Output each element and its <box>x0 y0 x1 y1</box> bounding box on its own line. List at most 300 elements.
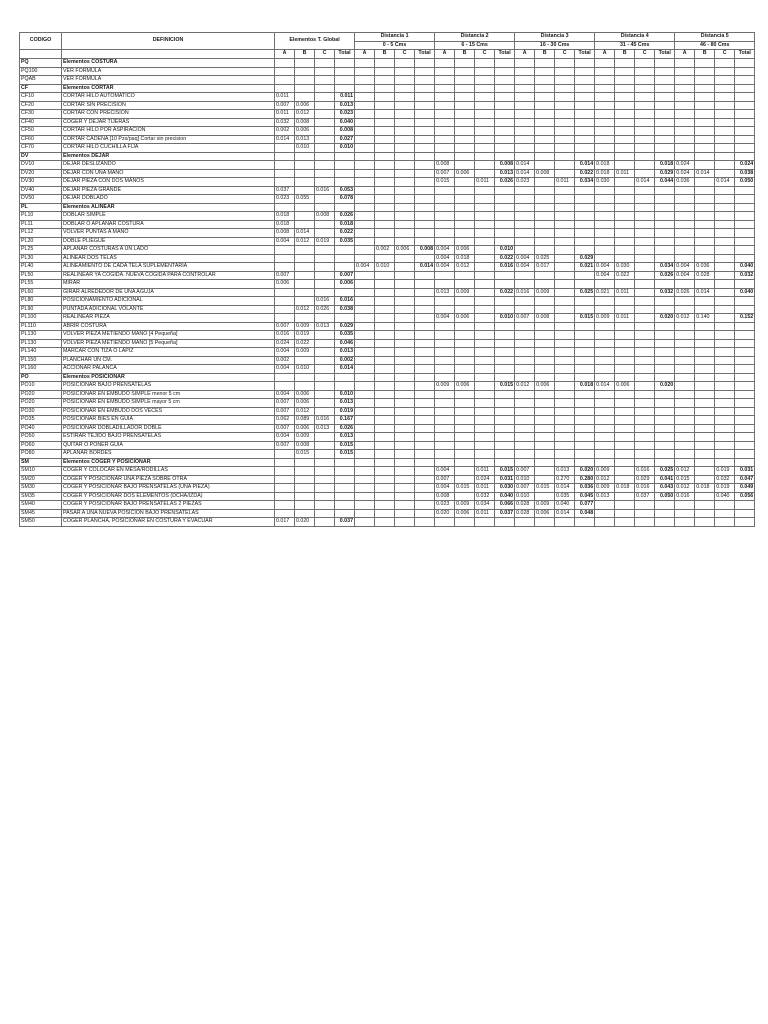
total-cell <box>735 152 755 161</box>
value-cell <box>595 110 615 119</box>
value-cell <box>435 458 455 467</box>
value-cell <box>275 59 295 68</box>
value-cell <box>555 76 575 85</box>
total-cell <box>415 169 435 178</box>
value-cell <box>595 212 615 221</box>
value-cell <box>515 297 535 306</box>
code-cell: SM10 <box>20 467 62 476</box>
value-cell: 0.004 <box>275 365 295 374</box>
total-cell <box>335 152 355 161</box>
total-cell <box>415 484 435 493</box>
value-cell <box>695 246 715 255</box>
value-cell <box>695 135 715 144</box>
definition-cell: COGER Y COLOCAR EN MESA/RODILLAS <box>62 467 275 476</box>
value-cell <box>395 212 415 221</box>
value-cell: 0.019 <box>715 484 735 493</box>
total-cell <box>335 161 355 170</box>
definition-cell: VER FORMULA <box>62 67 275 76</box>
total-cell <box>415 305 435 314</box>
value-cell <box>355 356 375 365</box>
total-cell: 0.027 <box>335 135 355 144</box>
value-cell <box>455 229 475 238</box>
value-cell <box>395 101 415 110</box>
value-cell <box>435 339 455 348</box>
total-cell: 0.040 <box>735 263 755 272</box>
value-cell: 0.040 <box>715 492 735 501</box>
value-cell: 0.012 <box>515 382 535 391</box>
value-cell <box>535 203 555 212</box>
total-cell <box>415 416 435 425</box>
value-cell <box>695 110 715 119</box>
value-cell <box>615 458 635 467</box>
value-cell <box>475 424 495 433</box>
total-cell <box>495 110 515 119</box>
value-cell <box>555 288 575 297</box>
total-cell <box>335 254 355 263</box>
value-cell <box>295 373 315 382</box>
value-cell <box>675 518 695 527</box>
definition-cell: DEJAR DOBLADO <box>62 195 275 204</box>
value-cell <box>355 314 375 323</box>
value-cell <box>555 441 575 450</box>
table-row <box>20 450 755 459</box>
value-cell <box>635 254 655 263</box>
value-cell <box>615 84 635 93</box>
value-cell <box>295 220 315 229</box>
value-cell <box>455 101 475 110</box>
definition-cell: DOBLAR SIMPLE <box>62 212 275 221</box>
value-cell: 0.012 <box>675 484 695 493</box>
value-cell <box>615 101 635 110</box>
total-cell <box>575 441 595 450</box>
value-cell <box>355 169 375 178</box>
definition-cell: MIRAR <box>62 280 275 289</box>
value-cell <box>515 348 535 357</box>
subcol-header-c: C <box>395 50 415 59</box>
total-cell <box>335 467 355 476</box>
value-cell <box>475 348 495 357</box>
definition-cell: APLANAR COSTURAS A UN LADO <box>62 246 275 255</box>
total-cell <box>495 450 515 459</box>
total-cell <box>575 127 595 136</box>
value-cell: 0.020 <box>435 509 455 518</box>
value-cell <box>695 458 715 467</box>
value-cell <box>315 382 335 391</box>
total-cell <box>575 518 595 527</box>
value-cell <box>315 441 335 450</box>
value-cell <box>615 356 635 365</box>
total-cell <box>495 518 515 527</box>
total-cell <box>655 59 675 68</box>
total-cell: 0.002 <box>335 356 355 365</box>
value-cell <box>355 93 375 102</box>
value-cell <box>355 118 375 127</box>
value-cell <box>475 356 495 365</box>
value-cell <box>375 382 395 391</box>
total-cell <box>575 93 595 102</box>
total-cell <box>335 263 355 272</box>
total-cell <box>575 356 595 365</box>
value-cell <box>615 305 635 314</box>
value-cell: 0.011 <box>275 93 295 102</box>
definition-cell: VOLVER PIEZA METIENDO MANO [5 Pequeña] <box>62 339 275 348</box>
table-row <box>20 161 755 170</box>
subcol-header-c: C <box>555 50 575 59</box>
value-cell <box>295 93 315 102</box>
value-cell <box>615 118 635 127</box>
value-cell <box>535 220 555 229</box>
value-cell <box>295 67 315 76</box>
value-cell <box>315 339 335 348</box>
value-cell <box>675 509 695 518</box>
value-cell <box>395 203 415 212</box>
value-cell <box>555 271 575 280</box>
value-cell: 0.015 <box>455 484 475 493</box>
value-cell <box>515 93 535 102</box>
value-cell <box>395 492 415 501</box>
value-cell <box>395 509 415 518</box>
value-cell <box>395 390 415 399</box>
value-cell: 0.014 <box>555 484 575 493</box>
subcol-header-b: B <box>695 50 715 59</box>
value-cell <box>375 229 395 238</box>
value-cell <box>715 382 735 391</box>
value-cell <box>355 178 375 187</box>
total-cell <box>575 118 595 127</box>
value-cell: 0.019 <box>715 467 735 476</box>
value-cell <box>715 127 735 136</box>
value-cell <box>315 76 335 85</box>
value-cell <box>615 127 635 136</box>
total-cell: 0.013 <box>335 399 355 408</box>
value-cell <box>695 118 715 127</box>
value-cell: 0.011 <box>615 169 635 178</box>
table-row <box>20 237 755 246</box>
table-row <box>20 501 755 510</box>
value-cell <box>435 118 455 127</box>
value-cell <box>435 212 455 221</box>
value-cell <box>375 186 395 195</box>
definition-cell: DOBLE PLIEGUE <box>62 237 275 246</box>
value-cell <box>435 203 455 212</box>
value-cell <box>355 237 375 246</box>
value-cell <box>295 509 315 518</box>
total-cell <box>655 356 675 365</box>
value-cell <box>635 458 655 467</box>
value-cell: 0.014 <box>595 382 615 391</box>
value-cell <box>275 458 295 467</box>
code-cell: PQ <box>20 59 62 68</box>
code-cell: SM40 <box>20 501 62 510</box>
value-cell <box>275 169 295 178</box>
table-row <box>20 280 755 289</box>
total-cell: 0.050 <box>655 492 675 501</box>
value-cell <box>355 433 375 442</box>
value-cell <box>395 433 415 442</box>
value-cell <box>615 331 635 340</box>
value-cell <box>615 348 635 357</box>
value-cell <box>635 424 655 433</box>
total-cell: 0.022 <box>495 254 515 263</box>
value-cell <box>615 203 635 212</box>
value-cell: 0.024 <box>475 475 495 484</box>
total-cell: 0.078 <box>335 195 355 204</box>
value-cell <box>715 458 735 467</box>
value-cell <box>475 365 495 374</box>
value-cell <box>375 458 395 467</box>
element-times-table <box>19 32 755 527</box>
value-cell <box>475 416 495 425</box>
value-cell: 0.008 <box>535 169 555 178</box>
value-cell <box>295 501 315 510</box>
value-cell <box>455 59 475 68</box>
value-cell <box>515 84 535 93</box>
subcol-header-total: Total <box>415 50 435 59</box>
value-cell <box>395 135 415 144</box>
total-cell <box>655 322 675 331</box>
subcol-header-a: A <box>595 50 615 59</box>
value-cell <box>515 305 535 314</box>
definition-cell: DOBLAR O APLANAR COSTURA <box>62 220 275 229</box>
value-cell <box>695 382 715 391</box>
definition-cell: POSICIONAR EN EMBUDO DOS VECES <box>62 407 275 416</box>
value-cell <box>715 59 735 68</box>
value-cell <box>295 382 315 391</box>
value-cell <box>375 365 395 374</box>
total-cell <box>335 501 355 510</box>
value-cell <box>315 246 335 255</box>
value-cell <box>695 356 715 365</box>
value-cell <box>615 144 635 153</box>
total-cell <box>575 229 595 238</box>
value-cell <box>555 356 575 365</box>
total-cell: 0.010 <box>335 144 355 153</box>
value-cell <box>675 331 695 340</box>
code-cell: PL50 <box>20 271 62 280</box>
value-cell <box>715 246 735 255</box>
value-cell <box>355 331 375 340</box>
value-cell <box>695 424 715 433</box>
total-cell <box>655 135 675 144</box>
value-cell: 0.017 <box>275 518 295 527</box>
value-cell: 0.018 <box>595 169 615 178</box>
value-cell <box>715 93 735 102</box>
total-cell <box>575 84 595 93</box>
value-cell <box>295 152 315 161</box>
total-cell <box>735 246 755 255</box>
value-cell <box>715 509 735 518</box>
code-cell: SM45 <box>20 509 62 518</box>
value-cell <box>375 161 395 170</box>
value-cell <box>695 348 715 357</box>
value-cell <box>675 220 695 229</box>
value-cell <box>475 212 495 221</box>
total-cell <box>655 229 675 238</box>
value-cell <box>515 356 535 365</box>
value-cell <box>675 84 695 93</box>
value-cell <box>355 203 375 212</box>
value-cell <box>695 178 715 187</box>
value-cell: 0.016 <box>315 186 335 195</box>
value-cell <box>635 152 655 161</box>
total-cell <box>575 331 595 340</box>
value-cell <box>475 331 495 340</box>
total-cell: 0.077 <box>575 501 595 510</box>
value-cell <box>635 203 655 212</box>
value-cell: 0.010 <box>515 492 535 501</box>
table-row <box>20 433 755 442</box>
value-cell: 0.004 <box>355 263 375 272</box>
total-cell <box>415 178 435 187</box>
total-cell <box>335 59 355 68</box>
value-cell <box>395 254 415 263</box>
value-cell <box>435 229 455 238</box>
total-cell: 0.013 <box>495 169 515 178</box>
value-cell <box>535 161 555 170</box>
total-cell <box>495 186 515 195</box>
value-cell: 0.009 <box>295 348 315 357</box>
value-cell <box>295 484 315 493</box>
total-cell <box>415 475 435 484</box>
value-cell <box>535 135 555 144</box>
value-cell <box>675 101 695 110</box>
definition-cell: ALINEAR DOS TELAS <box>62 254 275 263</box>
value-cell: 0.006 <box>295 101 315 110</box>
table-row <box>20 169 755 178</box>
total-cell <box>655 450 675 459</box>
value-cell <box>535 297 555 306</box>
total-cell <box>735 93 755 102</box>
value-cell: 0.015 <box>435 178 455 187</box>
value-cell <box>455 373 475 382</box>
value-cell: 0.006 <box>295 127 315 136</box>
value-cell: 0.015 <box>535 484 555 493</box>
value-cell <box>715 118 735 127</box>
value-cell <box>675 93 695 102</box>
value-cell <box>675 110 695 119</box>
value-cell <box>315 458 335 467</box>
value-cell <box>455 365 475 374</box>
value-cell <box>555 135 575 144</box>
value-cell <box>355 467 375 476</box>
value-cell <box>635 433 655 442</box>
value-cell <box>275 246 295 255</box>
value-cell <box>315 365 335 374</box>
value-cell <box>275 305 295 314</box>
value-cell <box>455 339 475 348</box>
value-cell <box>515 441 535 450</box>
total-cell <box>575 152 595 161</box>
value-cell <box>635 365 655 374</box>
total-cell <box>735 322 755 331</box>
value-cell <box>455 118 475 127</box>
value-cell <box>555 118 575 127</box>
total-cell <box>735 220 755 229</box>
total-cell <box>655 67 675 76</box>
value-cell <box>635 390 655 399</box>
value-cell <box>355 220 375 229</box>
value-cell <box>475 399 495 408</box>
value-cell: 0.002 <box>375 246 395 255</box>
value-cell: 0.026 <box>675 288 695 297</box>
value-cell <box>635 110 655 119</box>
value-cell <box>375 254 395 263</box>
table-row <box>20 127 755 136</box>
total-cell <box>335 169 355 178</box>
value-cell <box>435 220 455 229</box>
total-cell <box>415 373 435 382</box>
value-cell <box>355 399 375 408</box>
value-cell <box>315 67 335 76</box>
value-cell <box>635 501 655 510</box>
value-cell <box>295 356 315 365</box>
value-cell <box>375 271 395 280</box>
value-cell <box>595 322 615 331</box>
total-cell: 0.011 <box>335 93 355 102</box>
value-cell <box>515 339 535 348</box>
definition-cell: CORTAR CADENA [10 Pzs/paq] Cortar sin precision <box>62 135 275 144</box>
total-cell <box>575 237 595 246</box>
value-cell: 0.022 <box>295 339 315 348</box>
total-cell: 0.026 <box>335 424 355 433</box>
value-cell <box>535 373 555 382</box>
value-cell <box>475 152 495 161</box>
code-cell: PL10 <box>20 212 62 221</box>
value-cell <box>595 407 615 416</box>
value-cell <box>475 203 495 212</box>
value-cell <box>515 518 535 527</box>
total-cell <box>415 271 435 280</box>
value-cell: 0.012 <box>595 475 615 484</box>
value-cell <box>695 59 715 68</box>
value-cell <box>455 492 475 501</box>
value-cell <box>295 203 315 212</box>
value-cell <box>435 416 455 425</box>
value-cell <box>535 110 555 119</box>
value-cell <box>535 475 555 484</box>
value-cell: 0.002 <box>275 356 295 365</box>
code-cell: DV30 <box>20 178 62 187</box>
table-row <box>20 135 755 144</box>
value-cell <box>555 280 575 289</box>
total-cell: 0.037 <box>335 518 355 527</box>
total-cell: 0.018 <box>655 161 675 170</box>
value-cell <box>355 288 375 297</box>
total-cell <box>575 305 595 314</box>
total-cell: 0.152 <box>735 314 755 323</box>
value-cell <box>315 399 335 408</box>
value-cell: 0.006 <box>455 246 475 255</box>
value-cell: 0.007 <box>275 441 295 450</box>
value-cell <box>595 441 615 450</box>
table-row <box>20 356 755 365</box>
total-cell <box>655 84 675 93</box>
value-cell: 0.004 <box>435 314 455 323</box>
value-cell <box>515 322 535 331</box>
total-cell <box>495 416 515 425</box>
total-cell <box>735 373 755 382</box>
value-cell <box>435 186 455 195</box>
value-cell: 0.009 <box>595 484 615 493</box>
code-cell: PL20 <box>20 237 62 246</box>
value-cell <box>695 416 715 425</box>
value-cell <box>715 441 735 450</box>
value-cell <box>475 237 495 246</box>
total-cell: 0.025 <box>655 467 675 476</box>
value-cell: 0.062 <box>275 416 295 425</box>
codigo-sub-header <box>20 50 62 59</box>
value-cell <box>435 331 455 340</box>
